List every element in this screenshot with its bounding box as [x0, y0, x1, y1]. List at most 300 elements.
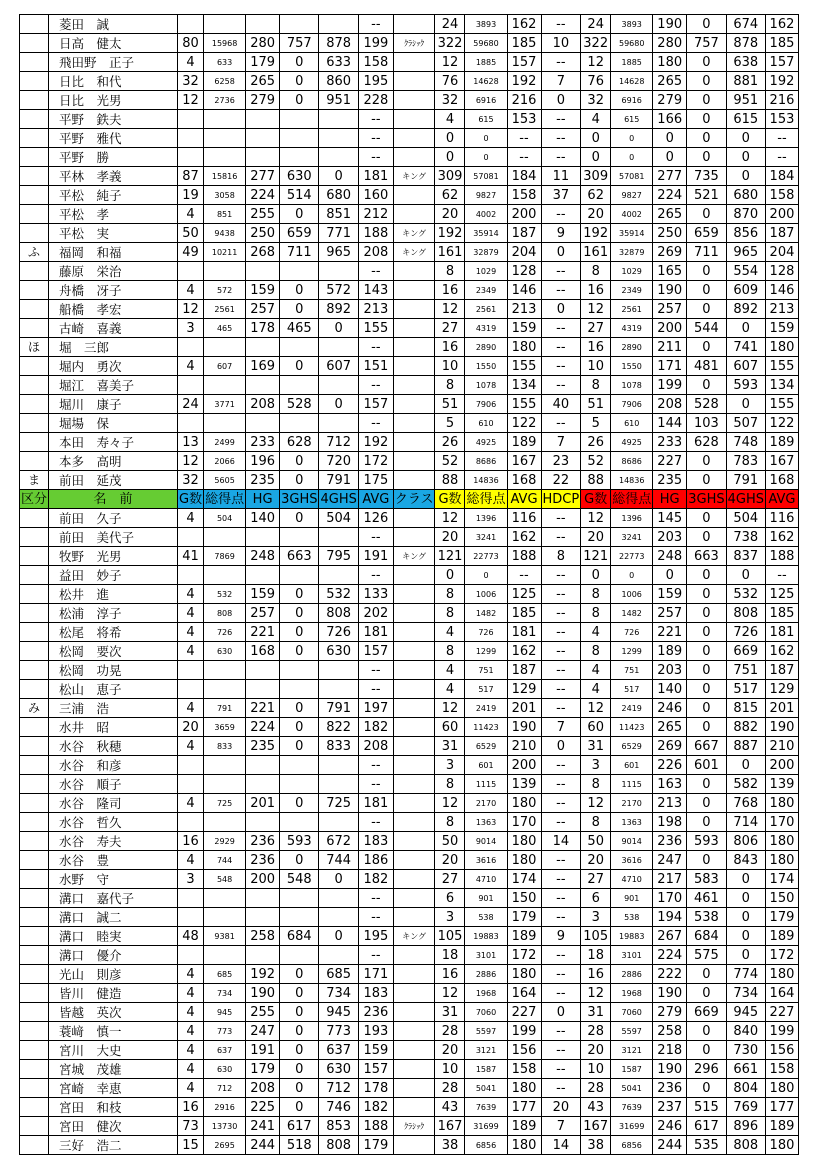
avg-b-cell: 180	[507, 851, 541, 870]
class-cell	[393, 129, 435, 148]
4ghs-a-cell: 572	[319, 281, 358, 300]
avg-b-cell: 189	[507, 433, 541, 452]
hg-c-cell: 0	[653, 129, 687, 148]
class-cell	[393, 281, 435, 300]
total-score-b-cell: 6856	[465, 1136, 507, 1155]
g-count-a-cell	[178, 775, 204, 794]
avg-c-cell: 129	[765, 680, 798, 699]
3ghs-c-cell: 0	[687, 15, 726, 34]
hg-c-cell: 244	[653, 1136, 687, 1155]
g-count-a-cell: 4	[178, 509, 204, 528]
avg-c-cell: 174	[765, 870, 798, 889]
header-hdcp: HDCP	[542, 491, 580, 507]
3ghs-c-cell: 735	[687, 167, 726, 186]
hg-c-cell: 166	[653, 110, 687, 129]
avg-c-cell: 155	[765, 395, 798, 414]
total-score-a-cell: 833	[204, 737, 246, 756]
3ghs-a-cell: 617	[280, 1117, 319, 1136]
total-score-a-cell: 5605	[204, 471, 246, 490]
total-score-b-cell: 2886	[465, 965, 507, 984]
4ghs-c-cell: 774	[726, 965, 765, 984]
hdcp-cell: --	[541, 965, 581, 984]
kana-group-cell	[20, 604, 49, 623]
3ghs-a-cell: 0	[280, 1098, 319, 1117]
hdcp-cell: --	[541, 1041, 581, 1060]
g-count-c-cell: 12	[581, 984, 611, 1003]
avg-b-cell: --	[507, 148, 541, 167]
player-name-cell: 牧野 光男	[49, 547, 178, 566]
table-row	[20, 262, 799, 281]
3ghs-a-cell: 514	[280, 186, 319, 205]
hg-c-cell: 237	[653, 1098, 687, 1117]
g-count-b-cell: 16	[435, 338, 465, 357]
avg-b-cell: 213	[507, 300, 541, 319]
avg-a-cell: --	[358, 908, 393, 927]
g-count-c-cell: 16	[581, 281, 611, 300]
g-count-c-cell: 20	[581, 205, 611, 224]
hg-a-cell	[246, 566, 280, 585]
3ghs-c-cell: 0	[687, 1041, 726, 1060]
4ghs-a-cell: 860	[319, 72, 358, 91]
hg-a-cell: 200	[246, 870, 280, 889]
hg-c-cell: 159	[653, 585, 687, 604]
total-score-b-cell: 901	[465, 889, 507, 908]
kana-group-cell	[20, 15, 49, 34]
g-count-c-cell: 31	[581, 1003, 611, 1022]
total-score-b-cell: 19883	[465, 927, 507, 946]
g-count-b-cell: 8	[435, 262, 465, 281]
avg-c-cell: 179	[765, 908, 798, 927]
player-name-cell: 平松 孝	[49, 205, 178, 224]
player-name-cell: 水井 昭	[49, 718, 178, 737]
class-cell	[393, 889, 435, 908]
4ghs-a-cell: 853	[319, 1117, 358, 1136]
class-cell	[393, 604, 435, 623]
3ghs-c-cell: 481	[687, 357, 726, 376]
avg-c-cell: 180	[765, 1136, 798, 1155]
avg-a-cell: 172	[358, 452, 393, 471]
total-score-c-cell: 5597	[611, 1022, 653, 1041]
hg-c-cell: 190	[653, 281, 687, 300]
4ghs-c-cell: 843	[726, 851, 765, 870]
hdcp-cell: 0	[541, 300, 581, 319]
kana-group-cell	[20, 794, 49, 813]
hg-a-cell: 257	[246, 300, 280, 319]
hg-a-cell: 248	[246, 547, 280, 566]
table-row	[20, 1117, 799, 1136]
g-count-a-cell: 4	[178, 604, 204, 623]
g-count-c-cell: 50	[581, 832, 611, 851]
player-name-cell: 水谷 順子	[49, 775, 178, 794]
avg-a-cell: 181	[358, 167, 393, 186]
hg-c-cell: 170	[653, 889, 687, 908]
class-cell	[393, 338, 435, 357]
total-score-b-cell: 538	[465, 908, 507, 927]
total-score-c-cell: 3121	[611, 1041, 653, 1060]
player-name-cell: 水谷 秋穂	[49, 737, 178, 756]
table-row	[20, 604, 799, 623]
hg-a-cell	[246, 813, 280, 832]
g-count-b-cell: 51	[435, 395, 465, 414]
total-score-b-cell: 615	[465, 110, 507, 129]
g-count-c-cell: 16	[581, 965, 611, 984]
hg-c-cell: 213	[653, 794, 687, 813]
hdcp-cell: --	[541, 1060, 581, 1079]
hg-c-cell: 208	[653, 395, 687, 414]
kana-group-cell	[20, 72, 49, 91]
hg-c-cell: 267	[653, 927, 687, 946]
player-name-cell: 松岡 功晃	[49, 661, 178, 680]
avg-b-cell: 185	[507, 34, 541, 53]
kana-group-cell	[20, 680, 49, 699]
table-row	[20, 509, 799, 528]
table-row	[20, 623, 799, 642]
hdcp-cell: --	[541, 908, 581, 927]
hdcp-cell: --	[541, 528, 581, 547]
table-row	[20, 1041, 799, 1060]
4ghs-a-cell	[319, 908, 358, 927]
hg-c-cell: 233	[653, 433, 687, 452]
g-count-a-cell: 4	[178, 699, 204, 718]
hdcp-cell: --	[541, 357, 581, 376]
g-count-c-cell: 24	[581, 15, 611, 34]
g-count-a-cell	[178, 148, 204, 167]
3ghs-c-cell: 0	[687, 262, 726, 281]
4ghs-c-cell: 504	[726, 509, 765, 528]
hg-c-cell: 200	[653, 319, 687, 338]
player-name-cell: 水谷 豊	[49, 851, 178, 870]
hg-a-cell	[246, 528, 280, 547]
kana-group-cell	[20, 300, 49, 319]
4ghs-c-cell: 517	[726, 680, 765, 699]
hg-a-cell: 236	[246, 851, 280, 870]
3ghs-c-cell: 601	[687, 756, 726, 775]
g-count-c-cell: 20	[581, 851, 611, 870]
table-row	[20, 528, 799, 547]
hg-a-cell: 250	[246, 224, 280, 243]
avg-b-cell: 188	[507, 547, 541, 566]
avg-b-cell: 180	[507, 1136, 541, 1155]
class-cell	[393, 946, 435, 965]
total-score-c-cell: 4710	[611, 870, 653, 889]
g-count-c-cell: 161	[581, 243, 611, 262]
total-score-c-cell: 601	[611, 756, 653, 775]
class-cell	[393, 965, 435, 984]
g-count-b-cell: 4	[435, 623, 465, 642]
class-cell	[393, 1079, 435, 1098]
total-score-c-cell: 2349	[611, 281, 653, 300]
avg-a-cell: 186	[358, 851, 393, 870]
total-score-c-cell: 22773	[611, 547, 653, 566]
kana-group-cell	[20, 357, 49, 376]
3ghs-a-cell: 0	[280, 1003, 319, 1022]
avg-a-cell: --	[358, 15, 393, 34]
hg-c-cell: 235	[653, 471, 687, 490]
kana-group-cell	[20, 1022, 49, 1041]
4ghs-a-cell: 726	[319, 623, 358, 642]
3ghs-a-cell: 0	[280, 471, 319, 490]
4ghs-c-cell: 892	[726, 300, 765, 319]
avg-b-cell: 177	[507, 1098, 541, 1117]
class-cell	[393, 813, 435, 832]
table-row	[20, 72, 799, 91]
g-count-b-cell: 12	[435, 794, 465, 813]
total-score-c-cell: 6856	[611, 1136, 653, 1155]
3ghs-a-cell	[280, 680, 319, 699]
header-avg-a: AVG	[358, 490, 393, 509]
player-name-cell: 福岡 和福	[49, 243, 178, 262]
total-score-c-cell: 4319	[611, 319, 653, 338]
player-name-cell: 船橋 孝宏	[49, 300, 178, 319]
3ghs-a-cell: 0	[280, 452, 319, 471]
hg-c-cell: 280	[653, 34, 687, 53]
4ghs-a-cell	[319, 661, 358, 680]
total-score-c-cell: 6529	[611, 737, 653, 756]
g-count-b-cell: 20	[435, 1041, 465, 1060]
3ghs-c-cell: 0	[687, 110, 726, 129]
4ghs-c-cell: 0	[726, 756, 765, 775]
total-score-b-cell: 22773	[465, 547, 507, 566]
total-score-b-cell: 1968	[465, 984, 507, 1003]
3ghs-c-cell: 528	[687, 395, 726, 414]
avg-c-cell: 158	[765, 186, 798, 205]
hdcp-cell: 8	[541, 547, 581, 566]
g-count-c-cell: 12	[581, 53, 611, 72]
total-score-a-cell	[204, 110, 246, 129]
total-score-c-cell: 7639	[611, 1098, 653, 1117]
g-count-b-cell: 192	[435, 224, 465, 243]
4ghs-a-cell: 808	[319, 1136, 358, 1155]
4ghs-c-cell: 878	[726, 34, 765, 53]
avg-b-cell: 156	[507, 1041, 541, 1060]
table-row	[20, 414, 799, 433]
kana-group-cell	[20, 870, 49, 889]
avg-a-cell: 188	[358, 224, 393, 243]
3ghs-a-cell	[280, 338, 319, 357]
avg-a-cell: --	[358, 148, 393, 167]
3ghs-c-cell: 669	[687, 1003, 726, 1022]
g-count-c-cell: 322	[581, 34, 611, 53]
g-count-c-cell: 62	[581, 186, 611, 205]
class-cell	[393, 452, 435, 471]
4ghs-c-cell: 714	[726, 813, 765, 832]
3ghs-c-cell: 684	[687, 927, 726, 946]
g-count-a-cell	[178, 680, 204, 699]
kana-group-cell	[20, 110, 49, 129]
total-score-a-cell	[204, 338, 246, 357]
g-count-a-cell: 4	[178, 623, 204, 642]
total-score-c-cell: 1299	[611, 642, 653, 661]
avg-c-cell: 180	[765, 1079, 798, 1098]
3ghs-a-cell: 0	[280, 91, 319, 110]
total-score-c-cell: 31699	[611, 1117, 653, 1136]
kana-group-cell	[20, 1060, 49, 1079]
g-count-b-cell: 8	[435, 813, 465, 832]
hdcp-cell: 23	[541, 452, 581, 471]
avg-a-cell: 151	[358, 357, 393, 376]
g-count-c-cell: 192	[581, 224, 611, 243]
table-row	[20, 870, 799, 889]
class-cell	[393, 262, 435, 281]
4ghs-c-cell: 507	[726, 414, 765, 433]
total-score-b-cell: 0	[465, 148, 507, 167]
table-row	[20, 1136, 799, 1155]
hdcp-cell: --	[541, 642, 581, 661]
hg-c-cell: 211	[653, 338, 687, 357]
hg-a-cell	[246, 376, 280, 395]
kana-group-cell	[20, 91, 49, 110]
avg-c-cell: 153	[765, 110, 798, 129]
g-count-a-cell	[178, 338, 204, 357]
kana-group-cell	[20, 1003, 49, 1022]
avg-b-cell: 199	[507, 1022, 541, 1041]
avg-b-cell: 129	[507, 680, 541, 699]
total-score-b-cell: 1587	[465, 1060, 507, 1079]
avg-b-cell: 155	[507, 357, 541, 376]
total-score-a-cell: 744	[204, 851, 246, 870]
hg-a-cell	[246, 661, 280, 680]
total-score-c-cell: 9827	[611, 186, 653, 205]
hg-a-cell	[246, 414, 280, 433]
4ghs-a-cell: 630	[319, 642, 358, 661]
kana-group-cell	[20, 642, 49, 661]
g-count-a-cell	[178, 889, 204, 908]
g-count-a-cell: 4	[178, 794, 204, 813]
hg-c-cell: 0	[653, 148, 687, 167]
avg-a-cell: 195	[358, 72, 393, 91]
avg-c-cell: 201	[765, 699, 798, 718]
g-count-b-cell: 20	[435, 205, 465, 224]
avg-a-cell: --	[358, 262, 393, 281]
g-count-b-cell: 12	[435, 509, 465, 528]
table-row	[20, 1022, 799, 1041]
column-header-row	[20, 490, 799, 509]
avg-b-cell: 150	[507, 889, 541, 908]
g-count-b-cell: 0	[435, 148, 465, 167]
4ghs-c-cell: 638	[726, 53, 765, 72]
class-cell	[393, 1060, 435, 1079]
total-score-b-cell: 9014	[465, 832, 507, 851]
total-score-b-cell: 601	[465, 756, 507, 775]
table-row	[20, 680, 799, 699]
avg-c-cell: 189	[765, 433, 798, 452]
total-score-b-cell: 610	[465, 414, 507, 433]
total-score-a-cell	[204, 414, 246, 433]
avg-a-cell: 157	[358, 395, 393, 414]
avg-a-cell: 202	[358, 604, 393, 623]
total-score-a-cell: 10211	[204, 243, 246, 262]
hdcp-cell: --	[541, 680, 581, 699]
4ghs-a-cell: 851	[319, 205, 358, 224]
g-count-a-cell: 41	[178, 547, 204, 566]
player-name-cell: 松山 恵子	[49, 680, 178, 699]
hdcp-cell: --	[541, 984, 581, 1003]
g-count-a-cell	[178, 129, 204, 148]
hdcp-cell: --	[541, 129, 581, 148]
g-count-a-cell	[178, 756, 204, 775]
total-score-b-cell: 6916	[465, 91, 507, 110]
hdcp-cell: 10	[541, 34, 581, 53]
4ghs-c-cell: 726	[726, 623, 765, 642]
hg-a-cell: 191	[246, 1041, 280, 1060]
header-total-score-a: 総得点	[205, 491, 245, 507]
kana-group-cell: み	[20, 699, 49, 718]
hg-a-cell: 280	[246, 34, 280, 53]
kana-group-cell	[20, 946, 49, 965]
g-count-b-cell: 20	[435, 851, 465, 870]
g-count-c-cell: 76	[581, 72, 611, 91]
avg-b-cell: 158	[507, 186, 541, 205]
player-name-cell: 平野 勝	[49, 148, 178, 167]
kana-group-cell	[20, 1079, 49, 1098]
total-score-c-cell: 57081	[611, 167, 653, 186]
player-name-cell: 日比 和代	[49, 72, 178, 91]
avg-c-cell: 157	[765, 53, 798, 72]
3ghs-c-cell: 659	[687, 224, 726, 243]
hg-c-cell: 189	[653, 642, 687, 661]
avg-b-cell: 190	[507, 718, 541, 737]
hg-c-cell: 226	[653, 756, 687, 775]
avg-a-cell: 182	[358, 1098, 393, 1117]
g-count-c-cell: 10	[581, 1060, 611, 1079]
4ghs-a-cell: 744	[319, 851, 358, 870]
player-name-cell: 堀江 喜美子	[49, 376, 178, 395]
4ghs-a-cell	[319, 15, 358, 34]
total-score-b-cell: 1078	[465, 376, 507, 395]
avg-b-cell: 180	[507, 832, 541, 851]
kana-group-cell	[20, 528, 49, 547]
g-count-b-cell: 322	[435, 34, 465, 53]
hg-c-cell: 171	[653, 357, 687, 376]
g-count-a-cell: 12	[178, 300, 204, 319]
avg-c-cell: 180	[765, 794, 798, 813]
avg-a-cell: --	[358, 813, 393, 832]
total-score-a-cell	[204, 756, 246, 775]
4ghs-c-cell: 783	[726, 452, 765, 471]
class-cell	[393, 737, 435, 756]
3ghs-c-cell: 0	[687, 281, 726, 300]
table-row	[20, 661, 799, 680]
kana-group-cell: ま	[20, 471, 49, 490]
avg-c-cell: 162	[765, 15, 798, 34]
avg-a-cell: 171	[358, 965, 393, 984]
hdcp-cell: 7	[541, 72, 581, 91]
avg-c-cell: 116	[765, 509, 798, 528]
table-row	[20, 585, 799, 604]
avg-c-cell: 134	[765, 376, 798, 395]
header-hg-a: HG	[246, 490, 280, 509]
3ghs-c-cell: 535	[687, 1136, 726, 1155]
class-cell: ｸﾗｼｯｸ	[393, 34, 435, 53]
3ghs-c-cell: 515	[687, 1098, 726, 1117]
g-count-b-cell: 88	[435, 471, 465, 490]
g-count-a-cell: 80	[178, 34, 204, 53]
avg-a-cell: 126	[358, 509, 393, 528]
total-score-a-cell	[204, 129, 246, 148]
avg-a-cell: 181	[358, 794, 393, 813]
hdcp-cell: --	[541, 585, 581, 604]
avg-a-cell: 159	[358, 1041, 393, 1060]
total-score-a-cell: 773	[204, 1022, 246, 1041]
g-count-c-cell: 121	[581, 547, 611, 566]
g-count-c-cell: 0	[581, 566, 611, 585]
total-score-a-cell: 633	[204, 53, 246, 72]
avg-c-cell: 216	[765, 91, 798, 110]
player-name-cell: 日比 光男	[49, 91, 178, 110]
kana-group-cell	[20, 832, 49, 851]
table-row	[20, 965, 799, 984]
class-cell	[393, 1098, 435, 1117]
